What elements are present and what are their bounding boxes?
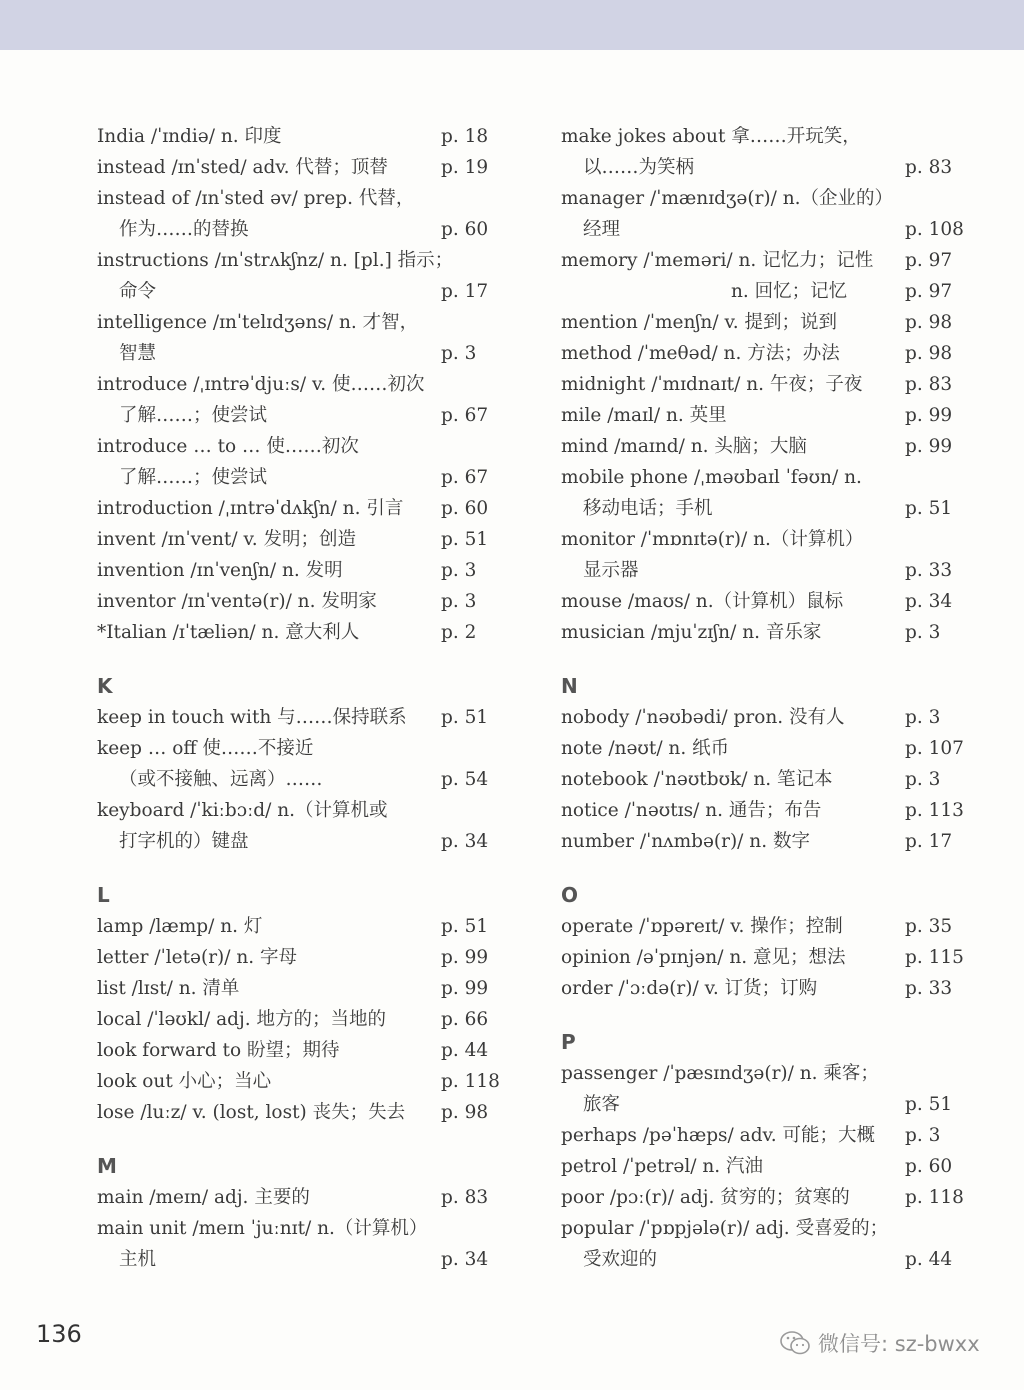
glossary-entry xyxy=(561,183,981,214)
page-reference: p. 83 xyxy=(905,157,953,178)
entry-text: 命令 xyxy=(119,281,157,302)
page-reference: p. 67 xyxy=(441,467,489,488)
entry-text: operate /ˈɒpəreɪt/ v. 操作；控制 xyxy=(561,916,843,937)
glossary-entry xyxy=(561,555,981,586)
entry-text: 智慧 xyxy=(119,343,157,364)
glossary-entry xyxy=(97,1035,517,1066)
glossary-entry xyxy=(561,702,981,733)
entry-text: instructions /ɪnˈstrʌkʃnz/ n. [pl.] 指示； xyxy=(97,250,454,271)
entry-text: 作为……的替换 xyxy=(119,219,249,240)
page-reference: p. 97 xyxy=(905,250,953,271)
page-reference: p. 60 xyxy=(441,498,489,519)
page-number: 136 xyxy=(36,1320,82,1348)
glossary-entry xyxy=(97,586,517,617)
page-reference: p. 107 xyxy=(905,738,964,759)
glossary-entry xyxy=(97,524,517,555)
entry-text: intelligence /ɪnˈtelɪdʒəns/ n. 才智， xyxy=(97,312,419,333)
glossary-entry xyxy=(561,911,981,942)
glossary-entry xyxy=(561,1213,981,1244)
entry-text: invent /ɪnˈvent/ v. 发明；创造 xyxy=(97,529,356,550)
glossary-entry xyxy=(97,1244,517,1275)
page-reference: p. 44 xyxy=(905,1249,953,1270)
glossary-column-right xyxy=(561,121,981,1275)
glossary-entry xyxy=(97,338,517,369)
page-reference: p. 99 xyxy=(905,436,953,457)
glossary-entry xyxy=(561,369,981,400)
page-reference: p. 118 xyxy=(905,1187,964,1208)
glossary-entry xyxy=(561,733,981,764)
glossary-entry xyxy=(97,1097,517,1128)
glossary-entry xyxy=(97,942,517,973)
page-reference: p. 97 xyxy=(905,281,953,302)
section-letter: P xyxy=(561,1030,576,1054)
entry-text: instead /ɪnˈsted/ adv. 代替；顶替 xyxy=(97,157,388,178)
glossary-entry xyxy=(561,1120,981,1151)
page-reference: p. 67 xyxy=(441,405,489,426)
entry-text: 移动电话；手机 xyxy=(583,498,713,519)
page-reference: p. 115 xyxy=(905,947,964,968)
page-reference: p. 3 xyxy=(905,707,941,728)
page-reference: p. 19 xyxy=(441,157,489,178)
glossary-entry xyxy=(97,702,517,733)
page-reference: p. 44 xyxy=(441,1040,489,1061)
glossary-entry xyxy=(97,183,517,214)
entry-text: lamp /læmp/ n. 灯 xyxy=(97,916,263,937)
entry-text: midnight /ˈmɪdnaɪt/ n. 午夜；子夜 xyxy=(561,374,863,395)
entry-text: introduce /ˌɪntrəˈdjuːs/ v. 使……初次 xyxy=(97,374,425,395)
entry-text: musician /mjuˈzɪʃn/ n. 音乐家 xyxy=(561,622,822,643)
glossary-entry xyxy=(561,617,981,648)
glossary-entry xyxy=(561,214,981,245)
page-reference: p. 33 xyxy=(905,560,953,581)
glossary-entry xyxy=(97,152,517,183)
glossary-entry xyxy=(561,973,981,1004)
glossary-entry xyxy=(97,214,517,245)
glossary-entry xyxy=(97,369,517,400)
page-reference: p. 51 xyxy=(905,1094,953,1115)
entry-text: introduction /ˌɪntrəˈdʌkʃn/ n. 引言 xyxy=(97,498,404,519)
entry-text: lose /luːz/ v. (lost, lost) 丧失；失去 xyxy=(97,1102,406,1123)
entry-text: 了解……；使尝试 xyxy=(119,405,268,426)
section-letter: L xyxy=(97,883,110,907)
glossary-entry xyxy=(561,245,981,276)
entry-text: 经理 xyxy=(583,219,621,240)
page-reference: p. 51 xyxy=(441,707,489,728)
page-reference: p. 66 xyxy=(441,1009,489,1030)
page-reference: p. 118 xyxy=(441,1071,500,1092)
page-reference: p. 34 xyxy=(441,831,489,852)
entry-text: main /meɪn/ adj. 主要的 xyxy=(97,1187,310,1208)
glossary-entry xyxy=(97,431,517,462)
entry-text: invention /ɪnˈvenʃn/ n. 发明 xyxy=(97,560,343,581)
glossary-entry xyxy=(561,826,981,857)
entry-text: *Italian /ɪˈtæliən/ n. 意大利人 xyxy=(97,622,360,643)
glossary-entry xyxy=(97,555,517,586)
glossary-entry xyxy=(561,942,981,973)
glossary-entry xyxy=(561,1244,981,1275)
glossary-entry xyxy=(561,1058,981,1089)
section-letter: N xyxy=(561,674,578,698)
page-reference: p. 99 xyxy=(905,405,953,426)
glossary-entry xyxy=(97,1182,517,1213)
section-letter: O xyxy=(561,883,579,907)
entry-text: method /ˈmeθəd/ n. 方法；办法 xyxy=(561,343,840,364)
glossary-entry xyxy=(97,973,517,1004)
entry-text: mention /ˈmenʃn/ v. 提到；说到 xyxy=(561,312,837,333)
glossary-entry xyxy=(97,1213,517,1244)
entry-text: main unit /meɪn ˈjuːnɪt/ n.（计算机） xyxy=(97,1218,428,1239)
entry-text: 受欢迎的 xyxy=(583,1249,658,1270)
entry-text: letter /ˈletə(r)/ n. 字母 xyxy=(97,947,298,968)
watermark-text: 微信号: sz-bwxx xyxy=(818,1332,980,1356)
entry-text: （或不接触、远离）…… xyxy=(119,769,323,790)
entry-text: note /nəʊt/ n. 纸币 xyxy=(561,738,730,759)
entry-text: keyboard /ˈkiːbɔːd/ n.（计算机或 xyxy=(97,800,388,821)
entry-text: instead of /ɪnˈsted əv/ prep. 代替， xyxy=(97,188,415,209)
entry-text: n. 回忆；记忆 xyxy=(731,281,848,302)
entry-text: 旅客 xyxy=(583,1094,621,1115)
entry-text: 以……为笑柄 xyxy=(583,157,695,178)
section-gap xyxy=(561,648,981,671)
entry-text: notebook /ˈnəʊtbʊk/ n. 笔记本 xyxy=(561,769,833,790)
entry-text: mile /maɪl/ n. 英里 xyxy=(561,405,727,426)
entry-text: mouse /maʊs/ n.（计算机）鼠标 xyxy=(561,591,844,612)
page-reference: p. 18 xyxy=(441,126,489,147)
entry-text: India /ˈɪndiə/ n. 印度 xyxy=(97,126,282,147)
entry-text: keep … off 使……不接近 xyxy=(97,738,314,759)
entry-text: local /ˈləʊkl/ adj. 地方的；当地的 xyxy=(97,1009,387,1030)
glossary-entry xyxy=(97,462,517,493)
glossary-entry xyxy=(561,431,981,462)
entry-text: inventor /ɪnˈventə(r)/ n. 发明家 xyxy=(97,591,377,612)
glossary-entry xyxy=(97,307,517,338)
glossary-entry xyxy=(97,826,517,857)
entry-text: order /ˈɔːdə(r)/ v. 订货；订购 xyxy=(561,978,818,999)
glossary-entry xyxy=(97,1066,517,1097)
section-gap xyxy=(561,1004,981,1027)
entry-text: keep in touch with 与……保持联系 xyxy=(97,707,407,728)
page-reference: p. 3 xyxy=(441,560,477,581)
glossary-entry xyxy=(561,276,981,307)
header-band xyxy=(0,0,1024,50)
entry-text: opinion /əˈpɪnjən/ n. 意见；想法 xyxy=(561,947,846,968)
section-letter: M xyxy=(97,1154,117,1178)
glossary-entry xyxy=(561,764,981,795)
glossary-entry xyxy=(97,245,517,276)
page-reference: p. 83 xyxy=(441,1187,489,1208)
glossary-entry xyxy=(561,1151,981,1182)
page-reference: p. 3 xyxy=(441,591,477,612)
page-reference: p. 54 xyxy=(441,769,489,790)
entry-text: popular /ˈpɒpjələ(r)/ adj. 受喜爱的； xyxy=(561,1218,889,1239)
page-reference: p. 113 xyxy=(905,800,964,821)
entry-text: passenger /ˈpæsɪndʒə(r)/ n. 乘客； xyxy=(561,1063,879,1084)
entry-text: introduce … to … 使……初次 xyxy=(97,436,359,457)
glossary-entry xyxy=(97,911,517,942)
entry-text: monitor /ˈmɒnɪtə(r)/ n.（计算机） xyxy=(561,529,864,550)
page-reference: p. 34 xyxy=(905,591,953,612)
page-reference: p. 60 xyxy=(441,219,489,240)
glossary-entry xyxy=(97,764,517,795)
page-reference: p. 35 xyxy=(905,916,953,937)
glossary-entry xyxy=(97,1004,517,1035)
section-gap xyxy=(97,857,517,880)
page-reference: p. 3 xyxy=(905,1125,941,1146)
glossary-entry xyxy=(561,121,981,152)
page-reference: p. 51 xyxy=(441,529,489,550)
section-gap xyxy=(561,857,981,880)
page-reference: p. 99 xyxy=(441,947,489,968)
entry-text: manager /ˈmænɪdʒə(r)/ n.（企业的） xyxy=(561,188,894,209)
entry-text: mobile phone /ˌməʊbaɪl ˈfəʊn/ n. xyxy=(561,467,862,488)
page-reference: p. 34 xyxy=(441,1249,489,1270)
section-letter: K xyxy=(97,674,113,698)
glossary-entry xyxy=(97,400,517,431)
entry-text: notice /ˈnəʊtɪs/ n. 通告；布告 xyxy=(561,800,822,821)
glossary-entry xyxy=(97,795,517,826)
glossary-entry xyxy=(97,733,517,764)
entry-text: nobody /ˈnəʊbədi/ pron. 没有人 xyxy=(561,707,845,728)
glossary-entry xyxy=(561,1089,981,1120)
page-reference: p. 51 xyxy=(441,916,489,937)
glossary-entry xyxy=(561,586,981,617)
glossary-entry xyxy=(561,524,981,555)
page-reference: p. 98 xyxy=(905,312,953,333)
section-gap xyxy=(97,648,517,671)
glossary-entry xyxy=(561,307,981,338)
page-reference: p. 98 xyxy=(441,1102,489,1123)
entry-text: perhaps /pəˈhæps/ adv. 可能；大概 xyxy=(561,1125,876,1146)
glossary-entry xyxy=(561,400,981,431)
entry-text: mind /maɪnd/ n. 头脑；大脑 xyxy=(561,436,807,457)
page-reference: p. 3 xyxy=(905,622,941,643)
glossary-entry xyxy=(561,152,981,183)
page-reference: p. 99 xyxy=(441,978,489,999)
page-reference: p. 60 xyxy=(905,1156,953,1177)
page-reference: p. 3 xyxy=(905,769,941,790)
entry-text: 了解……；使尝试 xyxy=(119,467,268,488)
entry-text: memory /ˈmeməri/ n. 记忆力；记性 xyxy=(561,250,874,271)
entry-text: 显示器 xyxy=(583,560,639,581)
glossary-entry xyxy=(97,276,517,307)
page-reference: p. 17 xyxy=(905,831,953,852)
entry-text: poor /pɔː(r)/ adj. 贫穷的；贫寒的 xyxy=(561,1187,850,1208)
glossary-entry xyxy=(561,1182,981,1213)
glossary-entry xyxy=(561,462,981,493)
glossary-entry xyxy=(97,493,517,524)
glossary-entry xyxy=(561,795,981,826)
page-reference: p. 51 xyxy=(905,498,953,519)
page-reference: p. 83 xyxy=(905,374,953,395)
glossary-column-left xyxy=(97,121,517,1275)
page-reference: p. 108 xyxy=(905,219,964,240)
page-reference: p. 3 xyxy=(441,343,477,364)
glossary-entry xyxy=(97,617,517,648)
entry-text: 主机 xyxy=(119,1249,157,1270)
entry-text: 打字机的）键盘 xyxy=(119,831,249,852)
page-reference: p. 33 xyxy=(905,978,953,999)
entry-text: list /lɪst/ n. 清单 xyxy=(97,978,240,999)
entry-text: look out 小心；当心 xyxy=(97,1071,272,1092)
entry-text: petrol /ˈpetrəl/ n. 汽油 xyxy=(561,1156,764,1177)
glossary-entry xyxy=(561,493,981,524)
glossary-entry xyxy=(97,121,517,152)
glossary-entry xyxy=(561,338,981,369)
page-reference: p. 17 xyxy=(441,281,489,302)
section-gap xyxy=(97,1128,517,1151)
wechat-icon xyxy=(780,1330,810,1356)
page-reference: p. 98 xyxy=(905,343,953,364)
entry-text: number /ˈnʌmbə(r)/ n. 数字 xyxy=(561,831,810,852)
entry-text: make jokes about 拿……开玩笑， xyxy=(561,126,861,147)
wechat-watermark xyxy=(780,1328,980,1358)
entry-text: look forward to 盼望；期待 xyxy=(97,1040,340,1061)
page-reference: p. 2 xyxy=(441,622,477,643)
